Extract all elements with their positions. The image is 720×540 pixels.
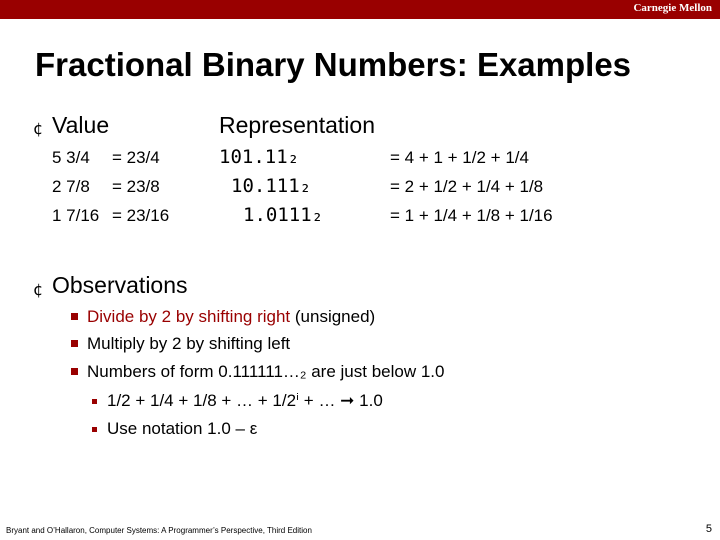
row-value: 2 7/8 [52, 177, 90, 196]
row-expansion: = 4 + 1 + 1/2 + 1/4 [390, 148, 529, 167]
observation-item: Numbers of form 0.111111…₂ are just below 1.0 [87, 362, 445, 381]
observation-highlight: Divide by 2 by shifting right [87, 307, 291, 326]
small-square-bullet-icon [92, 399, 97, 404]
square-bullet-icon [71, 368, 78, 375]
bullet-icon: ¢ [33, 280, 44, 299]
brand-label: Carnegie Mellon [633, 2, 712, 14]
bullet-icon: ¢ [33, 119, 44, 138]
page-number: 5 [705, 523, 712, 535]
row-binary: 10.111₂ [231, 175, 312, 197]
observation-text: (unsigned) [290, 307, 376, 326]
square-bullet-icon [71, 340, 78, 347]
row-expansion: = 1 + 1/4 + 1/8 + 1/16 [390, 206, 553, 225]
slide-title: Fractional Binary Numbers: Examples [35, 46, 632, 83]
column-representation-heading: Representation [219, 112, 375, 138]
observation-item: Multiply by 2 by shifting left [87, 334, 291, 353]
observation-subitem: Use notation 1.0 – ε [107, 419, 258, 438]
row-binary: 1.0111₂ [243, 204, 324, 226]
footer-citation: Bryant and O’Hallaron, Computer Systems: A Programmer’s Perspective, Third Edition [6, 526, 312, 535]
right-arrow-icon: ➞ [340, 391, 355, 410]
series-text: 1/2 + 1/4 + 1/8 + … + 1/2ⁱ + … [107, 391, 341, 410]
row-fraction: = 23/16 [112, 206, 170, 225]
row-value: 5 3/4 [52, 148, 90, 167]
row-binary: 101.11₂ [219, 146, 300, 168]
row-value: 1 7/16 [52, 206, 100, 225]
row-expansion: = 2 + 1/2 + 1/4 + 1/8 [390, 177, 544, 196]
observation-subitem [107, 391, 383, 411]
column-value-heading: Value [52, 112, 110, 138]
square-bullet-icon [71, 313, 78, 320]
observation-item [87, 307, 375, 327]
small-square-bullet-icon [92, 427, 97, 432]
observations-heading: Observations [52, 272, 188, 298]
series-limit: 1.0 [354, 391, 383, 410]
row-fraction: = 23/8 [112, 177, 160, 196]
header-bar [0, 0, 720, 19]
row-fraction: = 23/4 [112, 148, 160, 167]
